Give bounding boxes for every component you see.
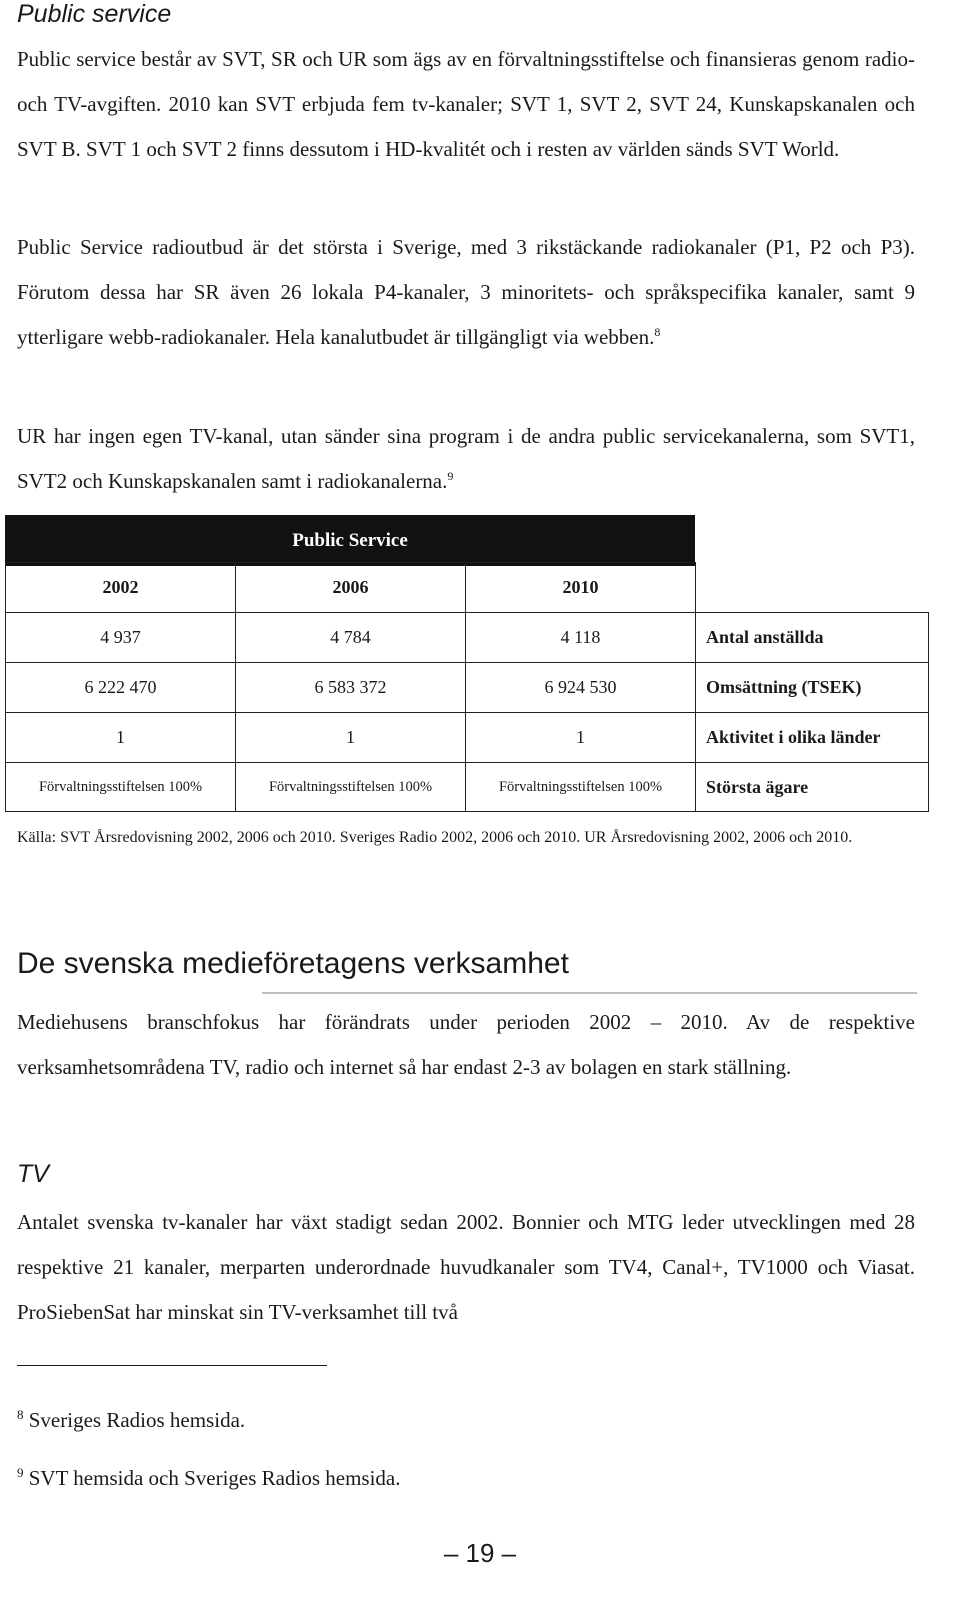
footnote-ref-8[interactable]: 8 [654, 325, 661, 339]
table-cell: 6 924 530 [465, 662, 696, 713]
paragraph-radio-offer: Public Service radioutbud är det största i Sverige, med 3 rikstäckande radiokanaler (P1, P2 och P3). Förutom dessa har SR även 26 lokala P4-kanaler, 3 minoritets- och språkspecifika kanaler, samt 9 ytterligare webb-radiokanaler. Hela kanalutbudet är tillgängligt via webben.$^8$ [17, 235, 915, 349]
footnote-separator [17, 1365, 327, 1366]
footnote-9: $^9$ SVT hemsida och Sveriges Radios hemsida. [17, 1465, 401, 1490]
table-year-cell: 2006 [235, 562, 466, 613]
section-heading-media-companies: De svenska medieföretagens verksamhet [17, 947, 569, 980]
table-cell: 4 784 [235, 612, 466, 663]
section-heading-rule [262, 992, 917, 994]
table-row-label: Antal anställda [695, 612, 929, 663]
table-row-label: Aktivitet i olika länder [695, 712, 929, 763]
paragraph-ur: UR har ingen egen TV-kanal, utan sänder sina program i de andra public servicekanalerna, som SVT1, SVT2 och Kunskapskanalen samt i radiokanalerna.$^9$ [17, 424, 915, 493]
table-cell: 6 583 372 [235, 662, 466, 713]
table-cell: 6 222 470 [5, 662, 236, 713]
section-heading-tv: TV [17, 1160, 49, 1188]
table-cell: 1 [465, 712, 696, 763]
table-row-label: Största ägare [695, 762, 929, 812]
table-cell: Förvaltningsstiftelsen 100% [5, 762, 236, 812]
footnote-8: $^8$ Sveriges Radios hemsida. [17, 1407, 246, 1432]
table-cell: Förvaltningsstiftelsen 100% [235, 762, 466, 812]
table-row-label: Omsättning (TSEK) [695, 662, 929, 713]
table-cell: 1 [5, 712, 236, 763]
paragraph-public-service-intro: Public service består av SVT, SR och UR som ägs av en förvaltningsstiftelse och finansieras genom radio- och TV-avgiften. 2010 kan SVT erbjuda fem tv-kanaler; SVT 1, SVT 2, SVT 24, Kunskapskanalen och SVT B. SVT 1 och SVT 2 finns dessutom i HD-kvalitét och i resten av världen sänds SVT World. [17, 47, 915, 161]
table-cell: Förvaltningsstiftelsen 100% [465, 762, 696, 812]
page-number: – 19 – [443, 1538, 517, 1568]
section-heading-public-service: Public service [17, 0, 172, 28]
table-year-cell: 2010 [465, 562, 696, 613]
paragraph-tv-channels: Antalet svenska tv-kanaler har växt stadigt sedan 2002. Bonnier och MTG leder utvecklingen med 28 respektive 21 kanaler, merparten underordnade huvudkanaler som TV4, Canal+, TV1000 och Viasat. ProSiebenSat har minskat sin TV-verksamhet till två [17, 1210, 915, 1324]
table-title: Public Service [5, 515, 695, 566]
table-cell: 1 [235, 712, 466, 763]
table-year-cell: 2002 [5, 562, 236, 613]
table-cell: 4 118 [465, 612, 696, 663]
table-cell: 4 937 [5, 612, 236, 663]
paragraph-branch-focus: Mediehusens branschfokus har förändrats under perioden 2002 – 2010. Av de respektive verksamhetsområdena TV, radio och internet så har endast 2-3 av bolagen en stark ställning. [17, 1010, 915, 1079]
footnote-ref-9[interactable]: 9 [447, 469, 454, 483]
table-source: Källa: SVT Årsredovisning 2002, 2006 och 2010. Sveriges Radio 2002, 2006 och 2010. UR Årsredovisning 2002, 2006 och 2010. [17, 829, 853, 846]
